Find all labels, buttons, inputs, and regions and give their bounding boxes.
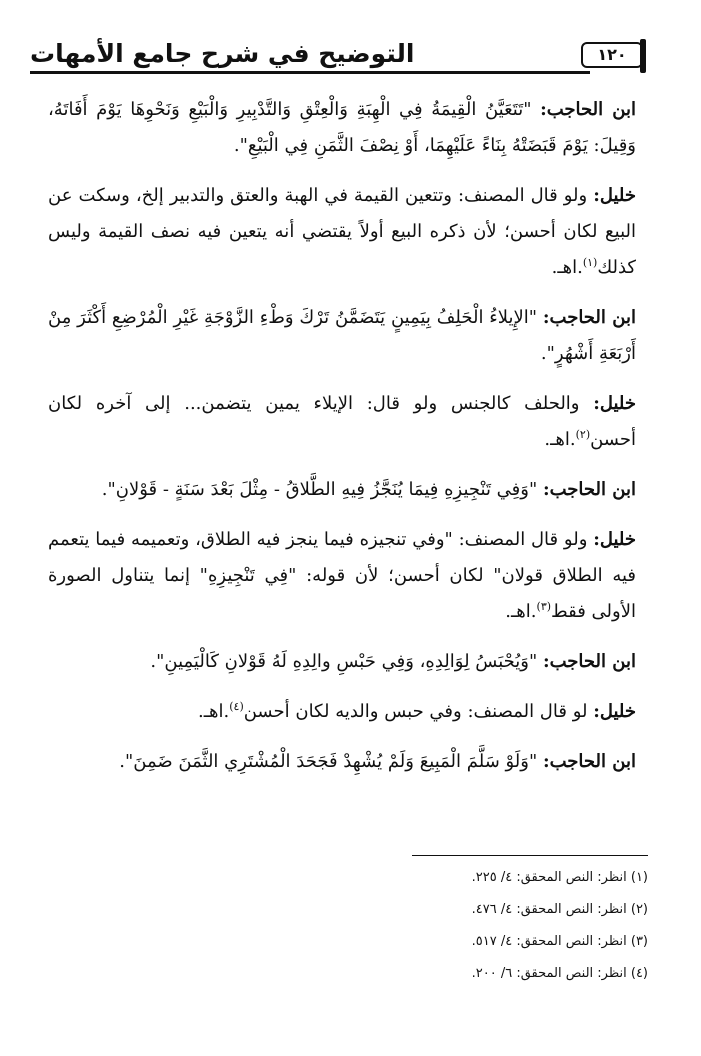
- speaker-label: خليل:: [593, 185, 636, 206]
- paragraph-ibn-hajib-4: [48, 644, 636, 680]
- paragraph-khalil-4: [48, 694, 636, 730]
- speaker-label: خليل:: [593, 701, 636, 722]
- paragraph-khalil-3: [48, 522, 636, 630]
- footnotes: [300, 866, 648, 994]
- main-text: [48, 92, 636, 794]
- paragraph-ibn-hajib-1: [48, 92, 636, 164]
- running-title: التوضيح في شرح جامع الأمهات: [30, 39, 415, 68]
- end-mark: .اهـ.: [198, 701, 230, 722]
- quote-text: "الإِيلاءُ الْحَلِفُ بِيَمِينٍ يَتَضَمَّنُ تَرْكَ وَطْءِ الزَّوْجَةِ غَيْرِ الْمُرْضِعِ أَكْثَرَ مِنْ أَرْبَعَةِ أَشْهُرٍ".: [48, 307, 636, 364]
- page-number: ١٢٠: [581, 42, 643, 68]
- paragraph-khalil-2: [48, 386, 636, 458]
- commentary-text: والحلف كالجنس ولو قال: الإيلاء يمين يتضمن... إلى آخره لكان أحسن: [48, 393, 636, 450]
- quote-text: "تَتَعَيَّنُ الْقِيمَةُ فِي الْهِبَةِ وَالْعِتْقِ وَالتَّدْبِيرِ وَالْبَيْعِ وَنَحْوِهَا يَوْمَ أَفَاتَهُ، وَقِيلَ: يَوْمَ قَبَضَتْهُ بِنَاءً عَلَيْهِمَا، أَوْ نِصْفَ الثَّمَنِ فِي الْبَيْعِ".: [48, 99, 636, 156]
- speaker-label: ابن الحاجب:: [540, 99, 636, 120]
- footnote-ref-1[interactable]: (١): [582, 256, 598, 269]
- footnote-separator: [412, 855, 648, 856]
- end-mark: .اهـ.: [544, 429, 576, 450]
- quote-text: "وَيُحْبَسُ لِوَالِدِهِ، وَفِي حَبْسِ والِدِهِ لَهُ قَوْلانِ كَالْيَمِينِ".: [150, 651, 543, 672]
- footnote-2: (٢) انظر: النص المحقق: ٤/ ٤٧٦.: [471, 902, 648, 917]
- footnote-ref-2[interactable]: (٢): [575, 428, 591, 441]
- header-rule: [30, 71, 590, 74]
- paragraph-ibn-hajib-2: [48, 300, 636, 372]
- paragraph-ibn-hajib-5: [48, 744, 636, 780]
- footnote-ref-4[interactable]: (٤): [229, 700, 244, 713]
- commentary-text: لو قال المصنف: وفي حبس والديه لكان أحسن: [243, 701, 594, 722]
- end-mark: .اهـ.: [551, 257, 583, 278]
- header-corner-ornament: [640, 39, 646, 73]
- end-mark: .اهـ.: [505, 601, 537, 622]
- quote-text: "وَفِي تَنْجِيزِهِ فِيمَا يُنَجَّزُ فِيهِ الطَّلاقُ - مِثْلَ بَعْدَ سَنَةٍ - قَوْلانِ".: [101, 479, 543, 500]
- speaker-label: خليل:: [593, 393, 636, 414]
- commentary-text: ولو قال المصنف: "وفي تنجيزه فيما ينجز فيه الطلاق، وتعميمه فيما يتعمم فيه الطلاق قولان" لكان أحسن؛ لأن قوله: "فِي تَنْجِيزِهِ" إنما يتناول الصورة الأولى فقط: [48, 529, 636, 622]
- footnote-3: (٣) انظر: النص المحقق: ٤/ ٥١٧.: [471, 934, 648, 949]
- footnote-1: (١) انظر: النص المحقق: ٤/ ٢٢٥.: [471, 870, 648, 885]
- footnote-4: (٤) انظر: النص المحقق: ٦/ ٢٠٠.: [471, 966, 648, 981]
- speaker-label: ابن الحاجب:: [542, 651, 636, 672]
- quote-text: "وَلَوْ سَلَّمَ الْمَبِيعَ وَلَمْ يُشْهِدْ فَجَحَدَ الْمُشْتَرِي الثَّمَنَ ضَمِنَ".: [119, 751, 543, 772]
- speaker-label: خليل:: [593, 529, 636, 550]
- speaker-label: ابن الحاجب:: [542, 751, 636, 772]
- page-header: [30, 35, 646, 75]
- paragraph-ibn-hajib-3: [48, 472, 636, 508]
- speaker-label: ابن الحاجب:: [542, 307, 636, 328]
- commentary-text: ولو قال المصنف: وتتعين القيمة في الهبة والعتق والتدبير إلخ، وسكت عن البيع لكان أحسن؛ لأن ذكره البيع أولاً يقتضي أنه يتعين فيه نصف القيمة وليس كذلك: [48, 185, 636, 278]
- speaker-label: ابن الحاجب:: [542, 479, 636, 500]
- footnote-ref-3[interactable]: (٣): [536, 600, 552, 613]
- paragraph-khalil-1: [48, 178, 636, 286]
